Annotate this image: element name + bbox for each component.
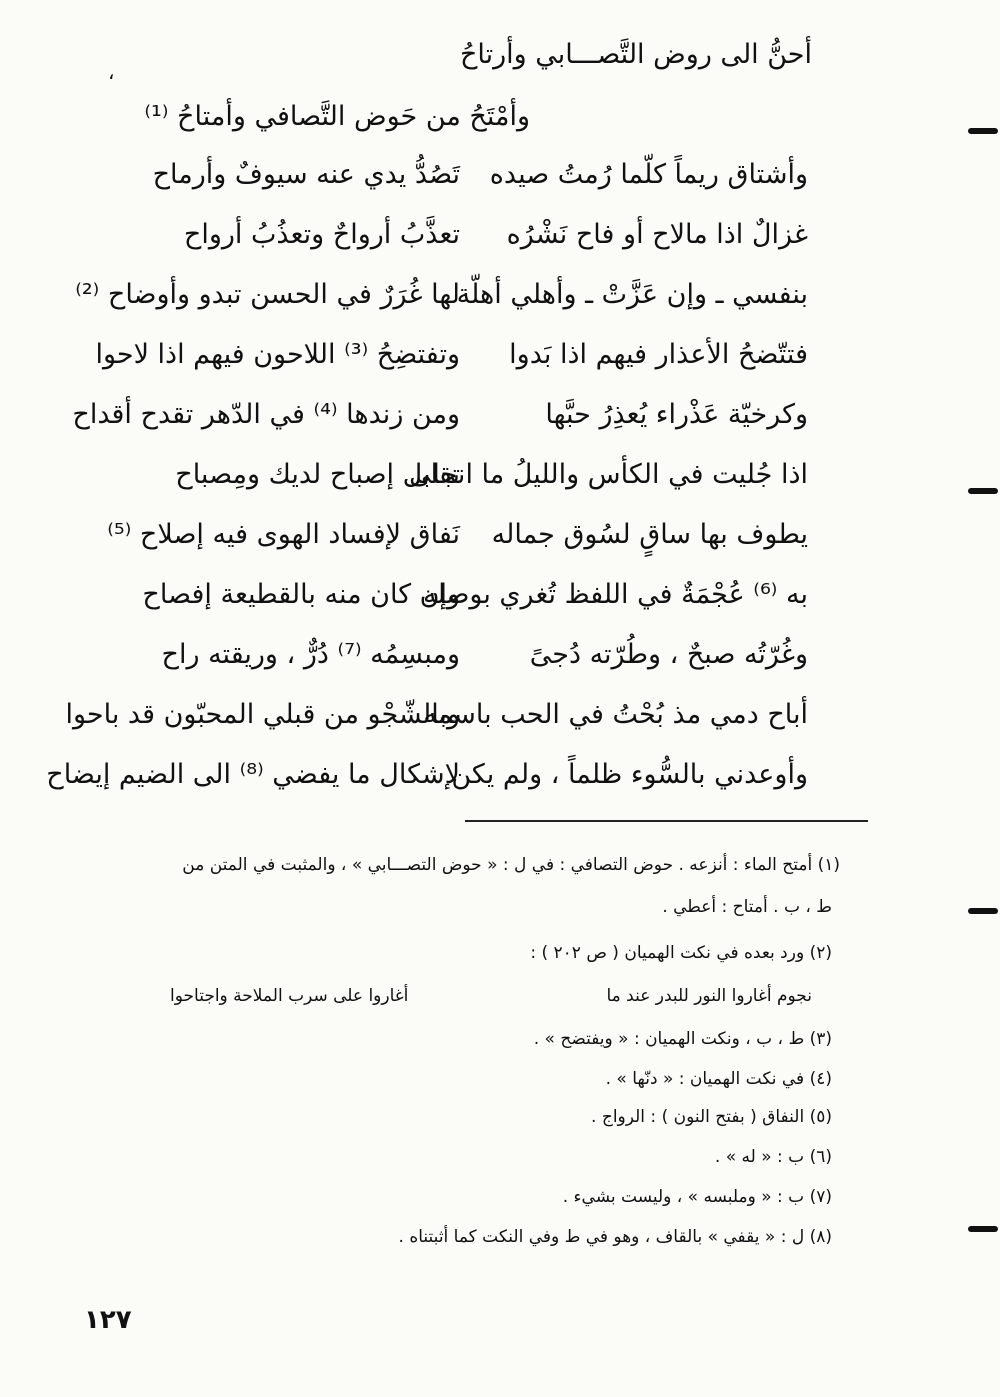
verse-second-hemistich: لها غُرَرٌ في الحسن تبدو وأوضاح ⁽²⁾: [75, 279, 460, 310]
verse-row: [0, 700, 1000, 760]
stray-mark: ،: [108, 60, 115, 84]
verse-first-hemistich: وكرخيّة عَذْراء يُعذِرُ حبَّها: [545, 399, 808, 430]
verse-row: [0, 760, 1000, 820]
verse-row: [0, 520, 1000, 580]
verse-second-hemistich: وإن كان منه بالقطيعة إفصاح: [142, 579, 460, 610]
footnote-2-verse-second-hemistich: أغاروا على سرب الملاحة واجتاحوا: [170, 986, 409, 1006]
verse-second-hemistich: تَصُدُّ يدي عنه سيوفٌ وأرماح: [152, 159, 460, 190]
footnote-divider: [465, 820, 868, 822]
opening-verse-line-2: وأمْتَحُ من حَوض التَّصافي وأمتاحُ ⁽¹⁾: [144, 101, 530, 132]
footnote-1-line-2: ط ، ب . أمتاح : أعطي .: [662, 897, 832, 917]
footnote-5: (٥) النفاق ( بفتح النون ) : الرواج .: [591, 1107, 832, 1127]
scan-margin-mark: [968, 488, 998, 494]
verse-second-hemistich: وتفتضِحُ ⁽³⁾ اللاحون فيهم اذا لاحوا: [95, 339, 460, 370]
verse-row: [0, 160, 1000, 220]
verse-second-hemistich: تقابل إصباح لديك ومِصباح: [175, 459, 460, 490]
verse-second-hemistich: ومن زندها ⁽⁴⁾ في الدّهر تقدح أقداح: [72, 399, 460, 430]
poem-verses: [0, 160, 1000, 820]
footnote-4: (٤) في نكت الهميان : « دنّها » .: [605, 1069, 832, 1089]
footnote-6: (٦) ب : « له » .: [714, 1147, 832, 1167]
footnote-2-verse-first-hemistich: نجوم أغاروا النور للبدر عند ما: [606, 986, 812, 1006]
verse-first-hemistich: فتتّضحُ الأعذار فيهم اذا بَدوا: [509, 339, 808, 370]
verse-row: [0, 400, 1000, 460]
footnote-7: (٧) ب : « وملبسه » ، وليست بشيء .: [562, 1187, 832, 1207]
scan-margin-mark: [968, 128, 998, 134]
verse-row: [0, 460, 1000, 520]
verse-second-hemistich: ومبسِمُه ⁽⁷⁾ دُرٌّ ، وريقته راح: [161, 639, 460, 670]
verse-row: [0, 280, 1000, 340]
footnote-1-line-1: (١) أمتح الماء : أنزعه . حوض التصافي : في ل : « حوض التصـــابي » ، والمثبت في المتن من: [182, 855, 840, 875]
footnote-8: (٨) ل : « يقفي » بالقاف ، وهو في ط وفي النكت كما أثبتناه .: [398, 1227, 832, 1247]
verse-first-hemistich: اذا جُليت في الكأس والليلُ ما انجلى: [409, 459, 808, 490]
footnote-2: (٢) ورد بعده في نكت الهميان ( ص ٢٠٢ ) :: [530, 943, 832, 963]
verse-row: [0, 580, 1000, 640]
verse-first-hemistich: يطوف بها ساقٍ لسُوق جماله: [491, 519, 808, 550]
scan-margin-mark: [968, 908, 998, 914]
footnote-3: (٣) ط ، ب ، ونكت الهميان : « ويفتضح » .: [533, 1029, 832, 1049]
verse-first-hemistich: أباح دمي مذ بُحْتُ في الحب باسمه: [423, 699, 808, 730]
verse-row: [0, 640, 1000, 700]
scan-margin-mark: [968, 1226, 998, 1232]
verse-first-hemistich: غزالٌ اذا مالاح أو فاح نَشْرُه: [506, 219, 808, 250]
verse-first-hemistich: وغُرّتُه صبحٌ ، وطُرّته دُجىً: [529, 639, 808, 670]
verse-row: [0, 220, 1000, 280]
verse-first-hemistich: وأوعدني بالسُّوء ظلماً ، ولم يكن: [451, 759, 808, 790]
opening-verse-line-1: أحنُّ الى روض التَّصـــابي وأرتاحُ: [459, 39, 812, 70]
verse-second-hemistich: نَفاق لإفساد الهوى فيه إصلاح ⁽⁵⁾: [107, 519, 460, 550]
verse-row: [0, 340, 1000, 400]
verse-second-hemistich: تعذَّبُ أرواحٌ وتعذُبُ أرواح: [183, 219, 460, 250]
verse-first-hemistich: بنفسي ـ وإن عَزَّتْ ـ وأهلي أهلّة: [456, 279, 808, 310]
verse-second-hemistich: وبالشّجْو من قبلي المحبّون قد باحوا: [65, 699, 460, 730]
verse-second-hemistich: لإشكال ما يفضي ⁽⁸⁾ الى الضيم إيضاح: [46, 759, 460, 790]
page-number: ١٢٧: [84, 1305, 132, 1335]
verse-first-hemistich: به ⁽⁶⁾ عُجْمَةٌ في اللفظ تُغري بوصله: [423, 579, 808, 610]
verse-first-hemistich: وأشتاق ريماً كلّما رُمتُ صيده: [489, 159, 808, 190]
